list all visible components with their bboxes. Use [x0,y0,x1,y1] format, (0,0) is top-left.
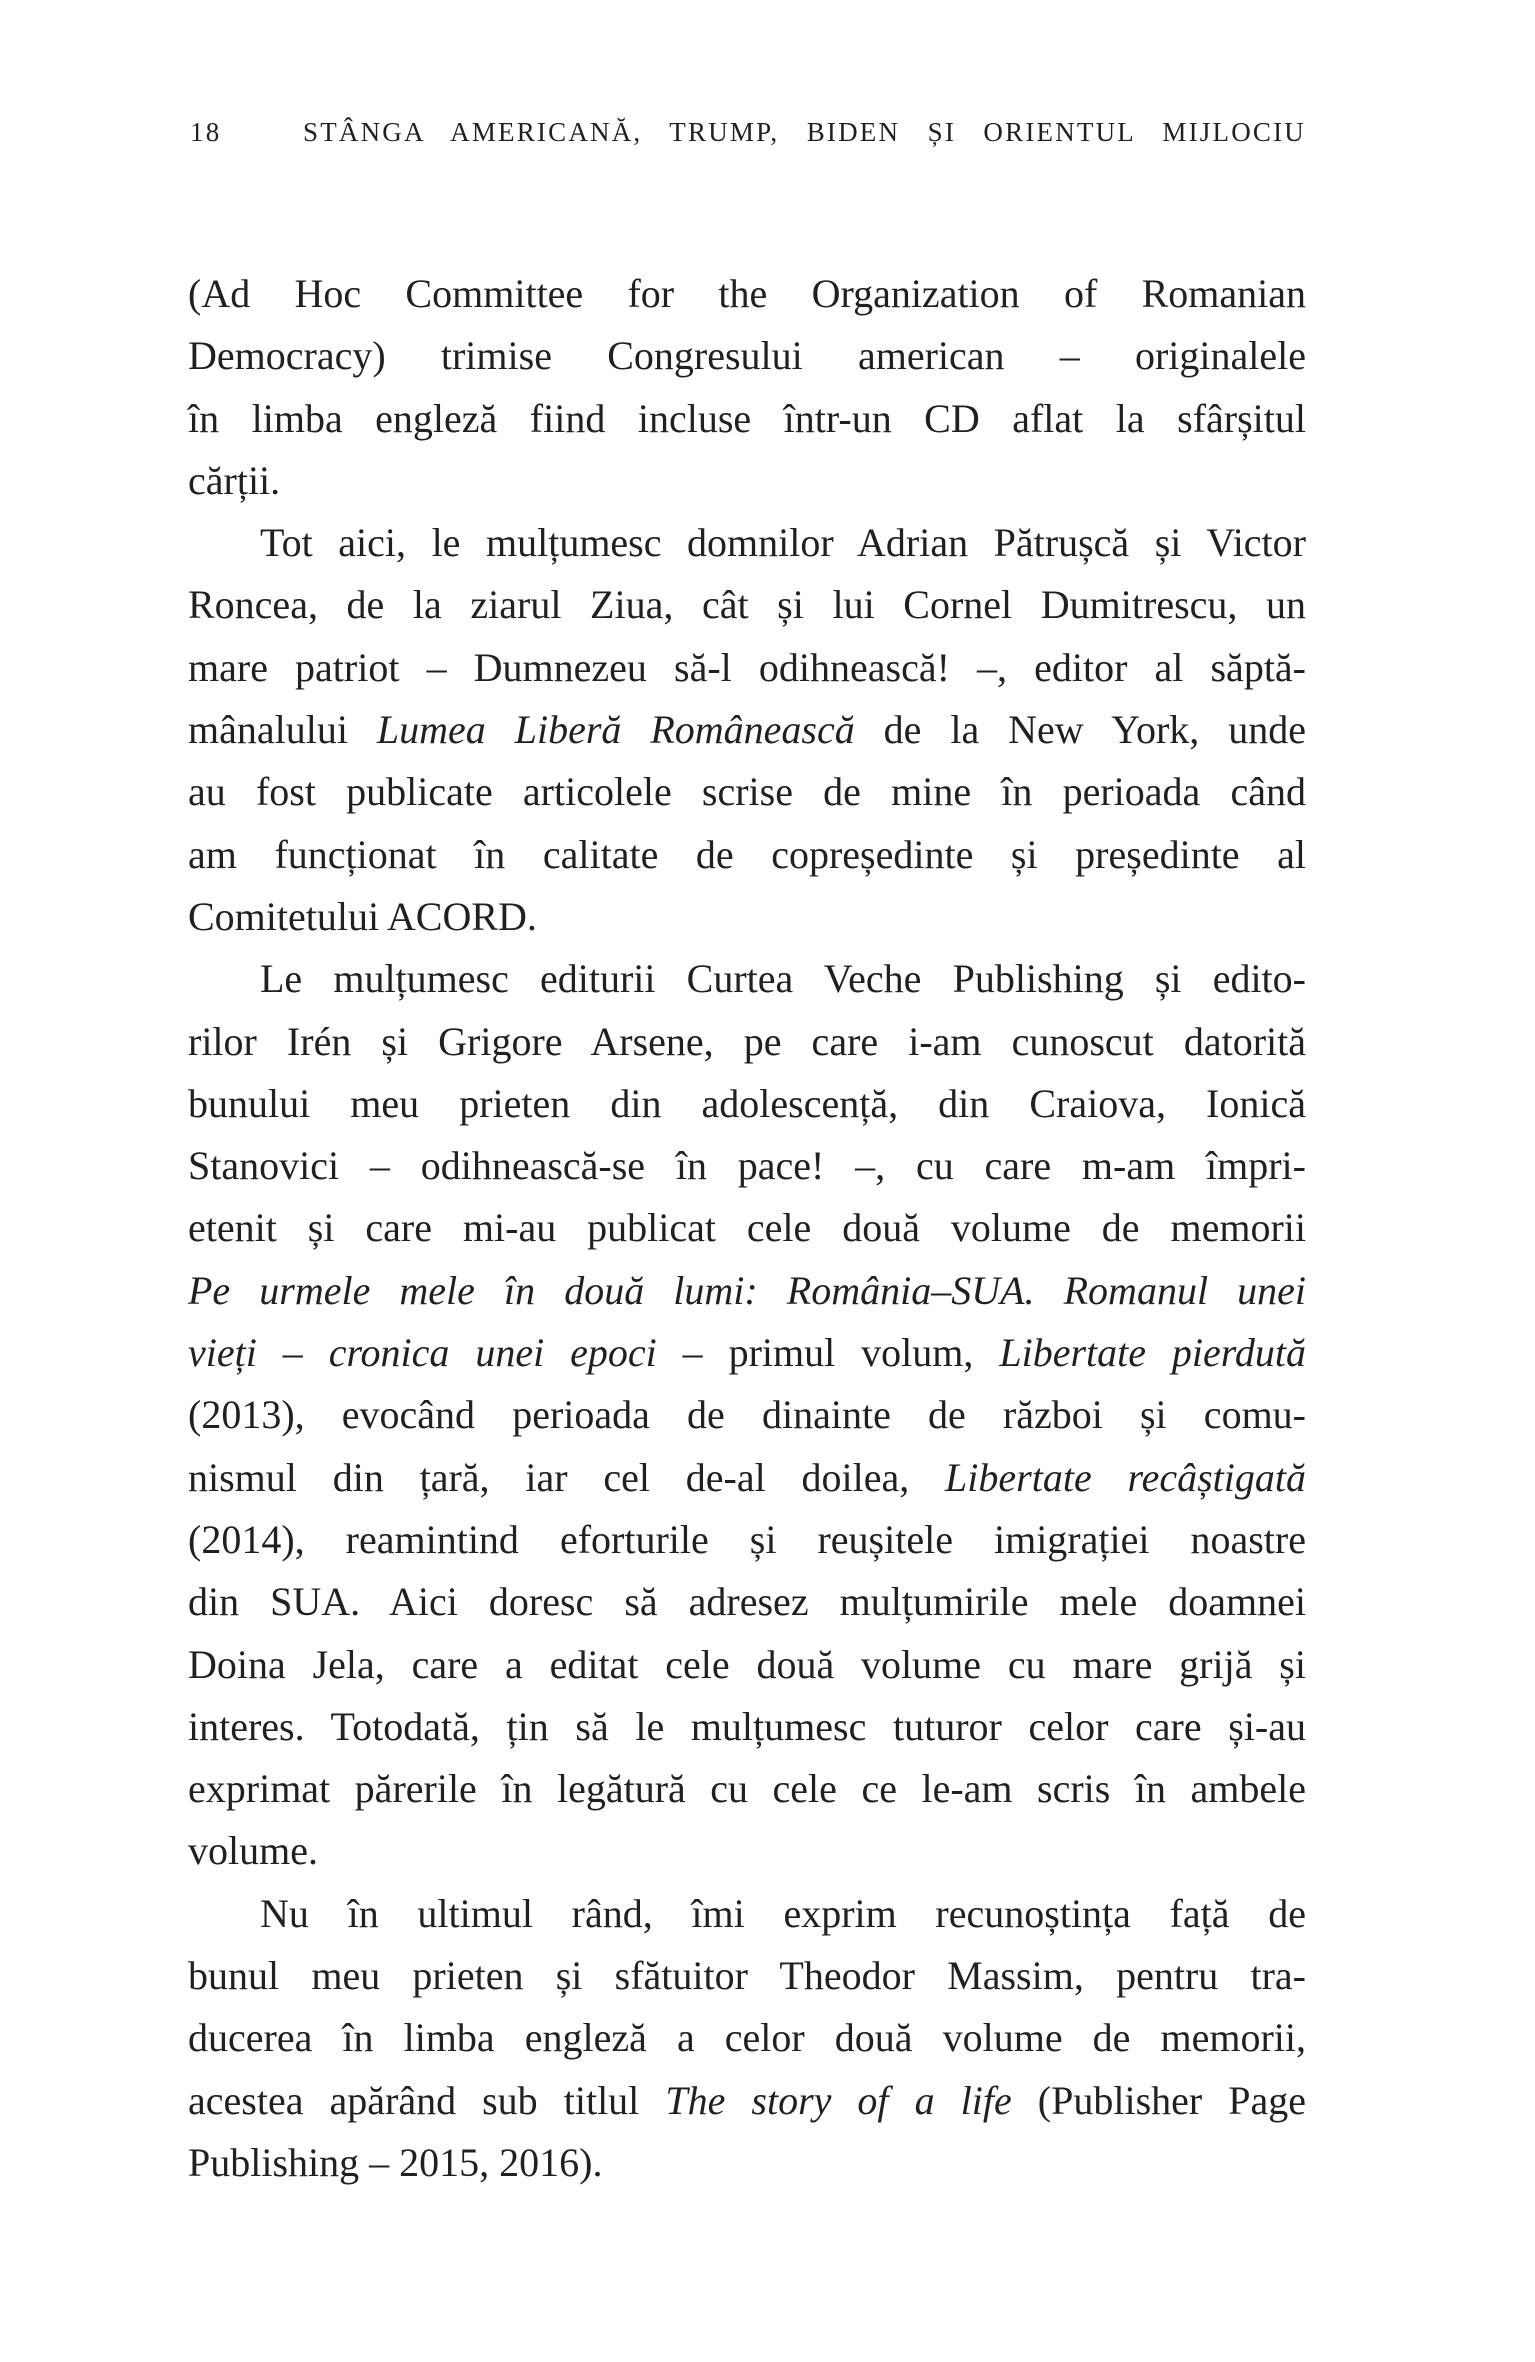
text-line [188,1384,1306,1446]
text-line [188,1571,1306,1633]
text-line [188,1509,1306,1571]
text-run: am funcționat în calitate de copreședinte și președinte al [188,831,1306,877]
text-run: Doina Jela, care a editat cele două volume cu mare grijă și [188,1641,1306,1687]
text-line [188,325,1306,387]
text-run: (2014), reamintind eforturile și reușitele imigrației noastre [188,1516,1306,1562]
text-line [188,1447,1306,1509]
text-run: cărții. [188,457,281,503]
italic-title: vieți – cronica unei epoci [188,1330,657,1376]
text-line [188,450,1306,512]
italic-title: The story of a life [665,2077,1012,2123]
text-line [188,761,1306,823]
text-line [188,1197,1306,1259]
text-line [188,948,1306,1010]
text-line [188,637,1306,699]
text-run: Roncea, de la ziarul Ziua, cât și lui Cornel Dumitrescu, un [188,582,1306,628]
body-text [188,263,1306,2194]
text-run: rilor Irén și Grigore Arsene, pe care i-am cunoscut datorită [188,1018,1306,1064]
text-line [188,1758,1306,1820]
text-run: au fost publicate articolele scrise de mine în perioada când [188,769,1306,815]
text-run: din SUA. Aici doresc să adresez mulțumirile mele doamnei [188,1579,1306,1625]
italic-title: Lumea Liberă Românească [376,707,855,753]
text-line [188,699,1306,761]
text-run: (Publisher Page [1011,2077,1307,2123]
text-run: Stanovici – odihnească-se în pace! –, cu care m-am împri- [188,1143,1306,1189]
text-line [188,574,1306,636]
page-number: 18 [190,116,222,147]
text-run: etenit și care mi-au publicat cele două volume de memorii [188,1205,1306,1251]
text-line [188,1260,1306,1322]
italic-title: Libertate pierdută [999,1330,1306,1376]
text-line [188,886,1306,948]
text-line [188,2070,1306,2132]
text-run: acestea apărând sub titlul [188,2077,666,2123]
text-line [188,1011,1306,1073]
text-line [188,2007,1306,2069]
text-run: nismul din țară, iar cel de-al doilea, [188,1454,946,1500]
text-run: în limba engleză fiind incluse într-un CD aflat la sfârșitul [188,395,1306,441]
text-run: mare patriot – Dumnezeu să-l odihnească! –, editor al săptă- [188,644,1306,690]
text-run: de la New York, unde [854,707,1306,753]
text-line [188,1073,1306,1135]
text-run: Nu în ultimul rând, îmi exprim recunoștința față de [260,1890,1306,1936]
text-line [188,824,1306,886]
text-run: interes. Totodată, țin să le mulțumesc tuturor celor care și-au [188,1703,1306,1749]
text-run: ducerea în limba engleză a celor două volume de memorii, [188,2015,1306,2061]
text-run: bunul meu prieten și sfătuitor Theodor Massim, pentru tra- [188,1953,1306,1999]
text-run: Democracy) trimise Congresului american – originalele [188,333,1306,379]
text-line [188,263,1306,325]
italic-title: Pe urmele mele în două lumi: România–SUA. Romanul unei [188,1267,1306,1313]
running-title: STÂNGA AMERICANĂ, TRUMP, BIDEN ȘI ORIENTUL MIJLOCIU [303,116,1306,147]
text-line [188,512,1306,574]
text-run: Le mulțumesc editurii Curtea Veche Publishing și edito- [260,956,1306,1002]
text-line [188,1883,1306,1945]
text-run: Comitetului ACORD. [188,893,537,939]
running-header [190,112,1306,152]
text-run: mânalului [188,707,377,753]
text-line [188,388,1306,450]
text-line [188,1634,1306,1696]
text-line [188,1322,1306,1384]
text-run: Publishing – 2015, 2016). [188,2139,603,2185]
text-run: (2013), evocând perioada de dinainte de război și comu- [188,1392,1306,1438]
text-run: (Ad Hoc Committee for the Organization of Romanian [188,271,1306,316]
text-run: Tot aici, le mulțumesc domnilor Adrian Pătrușcă și Victor [260,520,1306,566]
text-line [188,1945,1306,2007]
text-line [188,1820,1306,1882]
text-line [188,1135,1306,1197]
text-run: exprimat părerile în legătură cu cele ce le-am scris în ambele [188,1766,1306,1812]
text-run: volume. [188,1828,318,1874]
italic-title: Libertate recâștigată [945,1454,1307,1500]
text-run: bunului meu prieten din adolescență, din Craiova, Ionică [188,1080,1306,1126]
text-line [188,1696,1306,1758]
text-run: – primul volum, [656,1330,1000,1376]
text-line [188,2132,1306,2194]
